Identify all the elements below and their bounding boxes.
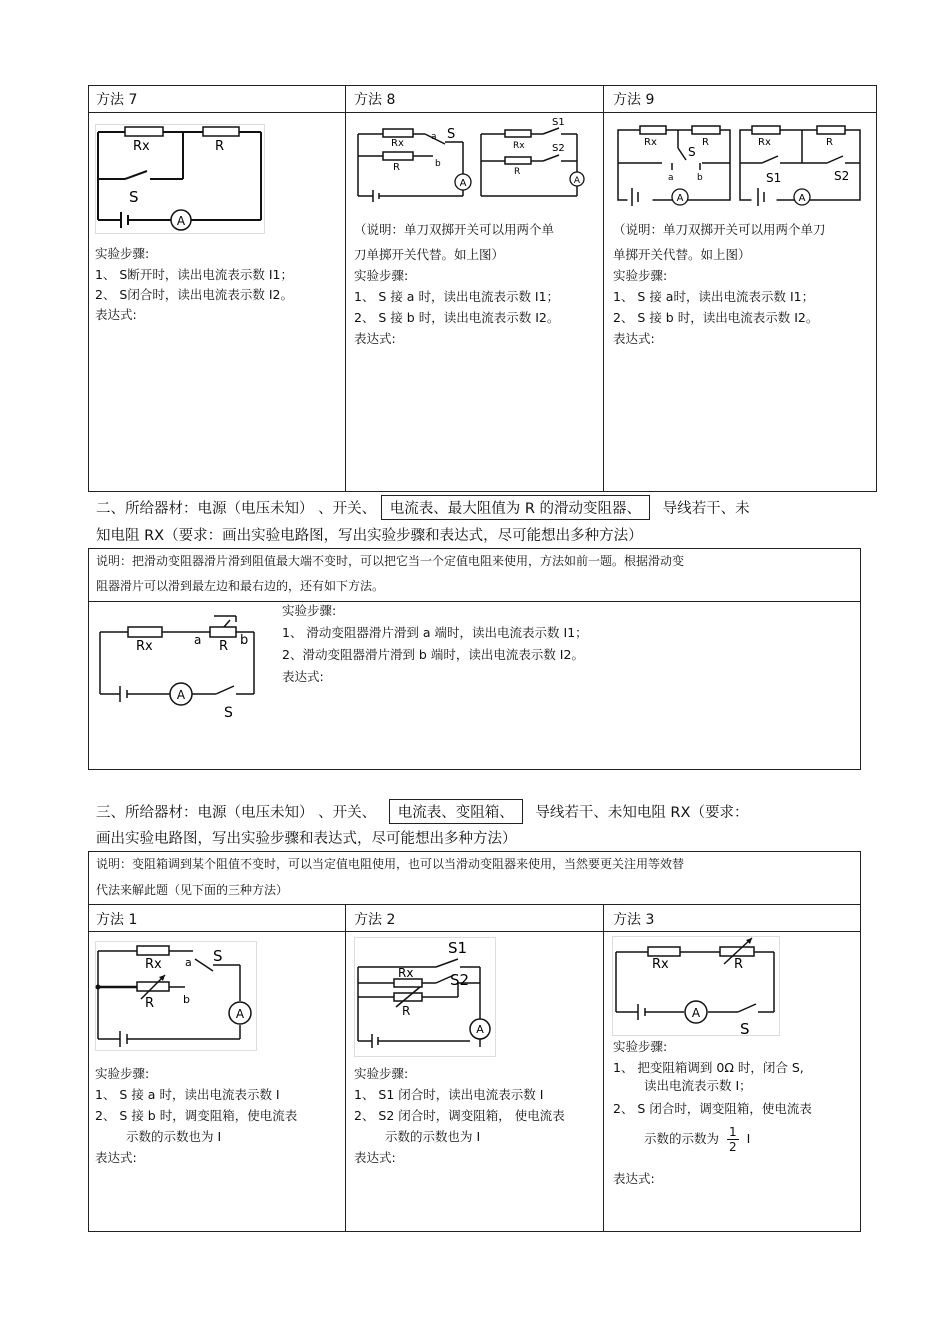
rx-resistor [128, 627, 162, 637]
expression-label: 表达式: [282, 669, 324, 684]
svg-text:S2: S2 [552, 143, 565, 154]
method-7-circuit [95, 124, 265, 234]
section-3-header-divider [88, 931, 861, 932]
section-2-text-b: 导线若干、未 [662, 501, 750, 517]
steps-title: 实验步骤: [95, 1066, 150, 1081]
step-2: 2、 S 接 b 时，读出电流表示数 I2。 [354, 310, 560, 325]
svg-text:a: a [194, 633, 202, 647]
top-table-col-divider-1 [345, 85, 346, 492]
svg-text:R: R [402, 1004, 411, 1018]
expression-label: 表达式: [613, 1171, 655, 1186]
svg-text:S2: S2 [834, 169, 850, 183]
fraction-numerator: 1 [729, 1125, 737, 1139]
expression-label: 表达式: [354, 331, 396, 346]
svg-text:A: A [459, 178, 467, 189]
step-2-cont: 示数的示数也为 I [385, 1129, 481, 1144]
r-resistor-alt [817, 126, 845, 134]
step-2: 2、 S 接 b 时，读出电流表示数 I2。 [613, 310, 819, 325]
method-8-header: 方法 8 [354, 92, 396, 108]
step-2: 2、滑动变阻器滑片滑到 b 端时，读出电流表示数 I2。 [282, 647, 584, 662]
svg-text:R: R [702, 137, 709, 148]
method-7-header: 方法 7 [96, 92, 138, 108]
method-1-steps [95, 1063, 297, 1168]
r-resistor [692, 126, 720, 134]
section-2-equipment-box: 电流表、最大阻值为 R 的滑动变阻器、 [381, 495, 650, 520]
step-1: 1、 S 接 a 时，读出电流表示数 I [95, 1087, 280, 1102]
svg-text:S: S [224, 705, 233, 721]
note-line-2: 阻器滑片可以滑到最左边和最右边的，还有如下方法。 [96, 579, 385, 593]
note-line-2: 代法来解此题（见下面的三种方法） [96, 883, 289, 897]
svg-text:R: R [826, 137, 833, 148]
svg-text:R: R [393, 162, 400, 173]
svg-text:A: A [476, 1023, 484, 1036]
step-1: 1、 S 接 a时，读出电流表示数 I1； [613, 289, 815, 304]
svg-text:R: R [219, 639, 229, 654]
svg-text:A: A [798, 193, 806, 204]
rx-resistor [383, 129, 413, 137]
step-1-cont: 读出电流表示数 I； [644, 1078, 752, 1093]
method-3-steps [613, 1036, 812, 1189]
steps-title: 实验步骤: [613, 268, 668, 283]
expression-label: 表达式: [95, 307, 137, 322]
method-8-circuit [353, 114, 593, 210]
svg-text:Rx: Rx [513, 141, 525, 151]
method-9-circuit [612, 118, 872, 210]
svg-text:a: a [668, 173, 674, 183]
section-3-line-2: 画出实验电路图，写出实验步骤和表达式，尽可能想出多种方法） [96, 831, 517, 847]
note-line-2: 刀单掷开关代替。如上图） [354, 247, 505, 262]
fraction-after: I [746, 1131, 751, 1146]
section-3-note-divider [88, 904, 861, 905]
expression-label: 表达式: [354, 1150, 396, 1165]
step-2-text: 示数的示数为 [644, 1131, 720, 1146]
section-2-circuit [94, 612, 274, 722]
svg-text:S: S [447, 127, 456, 142]
note-line-1: （说明：单刀双掷开关可以用两个单刀 [613, 222, 826, 237]
method-8-steps [354, 219, 559, 349]
svg-text:Rx: Rx [145, 957, 162, 972]
method-3-circuit [612, 936, 780, 1036]
method-7-steps [95, 243, 293, 325]
svg-text:Rx: Rx [652, 957, 669, 972]
step-1: 1、 把变阻箱调到 0Ω 时，闭合 S, [613, 1060, 804, 1075]
half-fraction [727, 1125, 739, 1154]
step-2-cont: 示数的示数也为 I [126, 1129, 222, 1144]
step-1: 1、 S断开时，读出电流表示数 I1； [95, 267, 293, 282]
method-2-circuit [354, 937, 496, 1057]
svg-text:A: A [691, 1006, 701, 1020]
step-1: 1、 滑动变阻器滑片滑到 a 端时，读出电流表示数 I1； [282, 625, 588, 640]
method-2-header: 方法 2 [354, 912, 396, 928]
method-9-steps [613, 219, 826, 349]
step-1: 1、 S 接 a 时，读出电流表示数 I1； [354, 289, 560, 304]
svg-text:S: S [129, 188, 139, 206]
svg-text:a: a [431, 132, 437, 142]
section-2-text-a: 二、所给器材：电源（电压未知） 、开关、 [96, 501, 377, 517]
step-2: 2、 S 闭合时，调变阻箱，使电流表 [613, 1101, 812, 1116]
note-line-1: （说明：单刀双掷开关可以用两个单 [354, 222, 555, 237]
step-1: 1、 S1 闭合时，读出电流表示数 I [354, 1087, 544, 1102]
r-resistor-alt [505, 157, 531, 164]
section-2-note [96, 549, 684, 599]
svg-text:b: b [435, 159, 441, 169]
section-2-line-1 [96, 495, 750, 520]
svg-text:Rx: Rx [391, 138, 404, 149]
svg-text:S: S [740, 1020, 750, 1036]
rx-resistor [640, 126, 666, 134]
method-9-header: 方法 9 [613, 92, 655, 108]
expression-label: 表达式: [613, 331, 655, 346]
method-3-header: 方法 3 [613, 912, 655, 928]
svg-text:Rx: Rx [758, 137, 771, 148]
rx-resistor [137, 946, 169, 955]
section-3-col-divider-2 [603, 904, 604, 1232]
section-2-line-2: 知电阻 RX（要求：画出实验电路图，写出实验步骤和表达式，尽可能想出多种方法） [96, 528, 643, 544]
svg-text:S: S [213, 947, 223, 965]
svg-text:R: R [145, 996, 155, 1011]
top-table-col-divider-2 [603, 85, 604, 492]
steps-title: 实验步骤: [354, 1066, 409, 1081]
section-2-steps [282, 600, 588, 688]
sliding-rheostat [210, 627, 236, 637]
fraction-denominator: 2 [729, 1140, 737, 1154]
svg-text:A: A [235, 1007, 245, 1021]
svg-text:b: b [183, 993, 190, 1006]
section-3-text-b: 导线若干、未知电阻 RX（要求： [535, 805, 749, 821]
svg-text:R: R [734, 957, 744, 972]
svg-text:Rx: Rx [398, 966, 414, 980]
svg-text:S: S [688, 145, 696, 159]
svg-text:A: A [176, 214, 186, 228]
r-resistor [203, 127, 239, 136]
steps-title: 实验步骤: [95, 246, 150, 261]
section-3-line-1 [96, 799, 748, 824]
svg-text:R: R [514, 167, 521, 177]
note-line-1: 说明：把滑动变阻器滑片滑到阻值最大端不变时，可以把它当一个定值电阻来使用，方法如前一题。根据滑动变 [96, 554, 685, 568]
note-line-2: 单掷开关代替。如上图） [613, 247, 751, 262]
svg-text:R: R [215, 139, 225, 154]
svg-text:Rx: Rx [644, 137, 657, 148]
note-line-1: 说明：变阻箱调到某个阻值不变时，可以当定值电阻使用，也可以当滑动变阻器来使用，当然要更关注用等效替 [96, 857, 685, 871]
section-3-equipment-box: 电流表、变阻箱、 [389, 799, 523, 824]
svg-text:a: a [185, 956, 192, 969]
r-resistor [383, 152, 413, 160]
method-1-header: 方法 1 [96, 912, 138, 928]
svg-text:S1: S1 [448, 939, 468, 957]
rx-resistor [125, 127, 163, 136]
top-table-header-divider [88, 112, 877, 113]
section-3-text-a: 三、所给器材：电源（电压未知） 、开关、 [96, 805, 377, 821]
svg-text:Rx: Rx [133, 139, 150, 154]
svg-text:A: A [573, 176, 581, 186]
method-2-steps [354, 1063, 565, 1168]
step-2: 2、 S闭合时，读出电流表示数 I2。 [95, 287, 293, 302]
steps-title: 实验步骤: [613, 1039, 668, 1054]
step-2: 2、 S2 闭合时，调变阻箱， 使电流表 [354, 1108, 565, 1123]
svg-text:b: b [697, 173, 703, 183]
svg-text:A: A [676, 193, 684, 204]
svg-text:S1: S1 [552, 117, 565, 128]
svg-text:Rx: Rx [136, 639, 153, 654]
steps-title: 实验步骤: [282, 603, 337, 618]
rx-resistor [394, 979, 422, 987]
svg-text:S1: S1 [766, 171, 782, 185]
expression-label: 表达式: [95, 1150, 137, 1165]
rx-resistor [648, 947, 680, 956]
svg-text:A: A [176, 688, 186, 702]
method-1-circuit [95, 941, 257, 1051]
svg-text:S2: S2 [450, 971, 470, 989]
step-2-cont [613, 1125, 812, 1154]
rx-resistor-alt [752, 126, 780, 134]
step-2: 2、 S 接 b 时，调变阻箱，使电流表 [95, 1108, 298, 1123]
section-3-col-divider-1 [345, 904, 346, 1232]
section-3-note [96, 851, 684, 903]
rx-resistor-alt [505, 130, 531, 137]
svg-text:b: b [240, 633, 249, 648]
steps-title: 实验步骤: [354, 268, 409, 283]
